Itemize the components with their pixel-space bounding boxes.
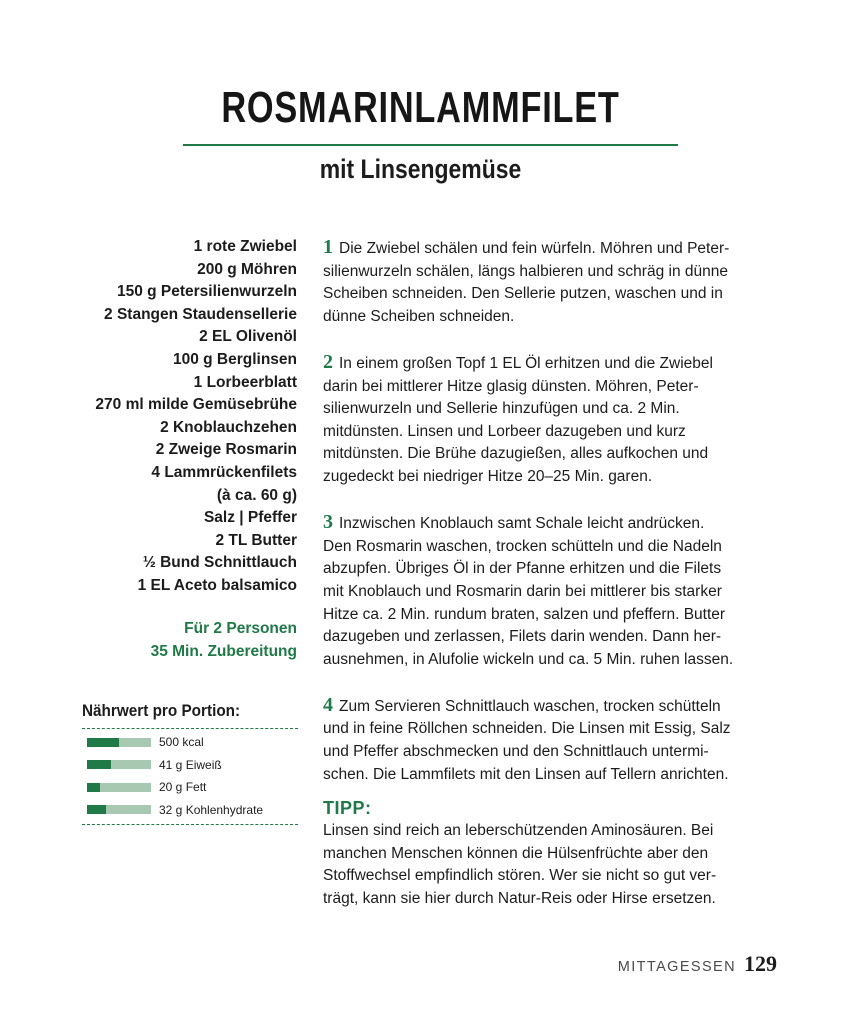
ingredient-item: 1 EL Aceto balsamico — [137, 576, 297, 594]
tip-text: Linsen sind reich an leberschützenden Aminosäuren. Bei manchen Menschen können die Hülsenfrüchte aber den Stoffwechsel empfindlich stören. Wer sie nicht so gut ver- trägt, kann sie hier durch Natur-Reis oder Hirse ersetzen. — [323, 822, 717, 907]
ingredient-item: 200 g Möhren — [197, 260, 297, 278]
instruction-step — [323, 351, 793, 489]
nutrition-bar — [87, 738, 151, 747]
servings-time: 35 Min. Zubereitung — [150, 642, 297, 660]
nutrition-bar-fill — [87, 783, 100, 792]
nutrition-row — [82, 731, 298, 754]
nutrition-box — [82, 700, 298, 825]
nutrition-bar-fill — [87, 805, 106, 814]
step-number: 2 — [323, 350, 333, 373]
nutrition-label: 500 kcal — [159, 735, 204, 750]
nutrition-bar — [87, 760, 151, 769]
ingredient-item: 100 g Berglinsen — [172, 350, 297, 368]
ingredient-item: 270 ml milde Gemüsebrühe — [95, 396, 297, 414]
ingredient-item: 1 Lorbeerblatt — [193, 373, 297, 391]
title-divider — [183, 144, 678, 146]
recipe-subtitle: mit Linsengemüse — [319, 154, 522, 184]
ingredient-item: 150 g Petersilienwurzeln — [116, 283, 297, 301]
step-text: Die Zwiebel schälen und fein würfeln. Möhren und Peter- silienwurzeln schälen, längs halbieren und schräg in dünne Scheiben schneiden. Den Sellerie putzen, waschen und in dünne Scheiben schneiden. — [323, 240, 730, 325]
servings-persons: Für 2 Personen — [184, 620, 297, 637]
nutrition-divider-top — [82, 728, 298, 729]
ingredient-item: 2 Zweige Rosmarin — [155, 441, 297, 459]
nutrition-label: 41 g Eiweiß — [159, 757, 222, 772]
nutrition-label: 20 g Fett — [159, 780, 207, 795]
nutrition-label: 32 g Kohlenhydrate — [159, 802, 264, 817]
ingredient-item: 2 Knoblauchzehen — [160, 418, 297, 436]
nutrition-row — [82, 776, 298, 799]
nutrition-bar — [87, 783, 151, 792]
instruction-step — [323, 511, 793, 671]
ingredient-item: Salz | Pfeffer — [203, 509, 297, 527]
step-number: 4 — [323, 693, 333, 716]
nutrition-bar-fill — [87, 738, 119, 747]
page-number: 129 — [744, 951, 777, 976]
nutrition-row — [82, 799, 298, 822]
ingredient-item: 2 EL Olivenöl — [199, 328, 297, 346]
ingredient-item: 2 TL Butter — [215, 531, 297, 549]
step-text: In einem großen Topf 1 EL Öl erhitzen und die Zwiebel darin bei mittlerer Hitze glasig dünsten. Möhren, Peter- silienwurzeln und Sellerie hinzufügen und ca. 2 Min. mitdünsten. Linsen und Lorbeer dazugeben und kurz mitdünsten. Die Brühe dazugießen, alles aufkochen und zugedeckt bei niedriger Hitze 20–25 Min. garen. — [323, 354, 713, 485]
step-number: 3 — [323, 511, 333, 534]
ingredient-item: ½ Bund Schnittlauch — [142, 554, 297, 572]
ingredient-item: (à ca. 60 g) — [216, 486, 297, 504]
nutrition-bar — [87, 805, 151, 814]
nutrition-row — [82, 754, 298, 777]
nutrition-bar-fill — [87, 760, 111, 769]
page-footer — [618, 951, 777, 977]
nutrition-divider-bottom — [82, 824, 298, 825]
step-number: 1 — [323, 236, 333, 258]
ingredient-list — [57, 236, 297, 598]
ingredient-item: 1 rote Zwiebel — [193, 238, 297, 255]
servings-info — [57, 618, 297, 663]
step-text: Inzwischen Knoblauch samt Schale leicht andrücken. Den Rosmarin waschen, trocken schütteln und die Nadeln abzupfen. Übriges Öl in der Pfanne erhitzen und die Filets mit Knoblauch und Rosmarin darin bei mittlerer bis starker Hitze ca. 2 Min. rundum braten, salzen und pfeffern. Butter dazugeben und zerlassen, Filets darin wenden. Dann her- ausnehmen, in Alufolie wickeln und ca. 5 Min. ruhen lassen. — [323, 515, 734, 668]
tip-box — [323, 796, 793, 910]
instructions — [323, 236, 793, 809]
tip-title: TIPP: — [323, 798, 372, 818]
instruction-step — [323, 236, 793, 328]
ingredient-item: 4 Lammrückenfilets — [151, 463, 297, 481]
instruction-step — [323, 694, 793, 786]
nutrition-list — [82, 731, 298, 821]
recipe-title: ROSMARINLAMMFILET — [221, 83, 620, 132]
section-name: MITTAGESSEN — [617, 959, 736, 975]
ingredient-item: 2 Stangen Staudensellerie — [104, 305, 297, 323]
nutrition-title: Nährwert pro Portion: — [82, 701, 241, 720]
step-text: Zum Servieren Schnittlauch waschen, trocken schütteln und in feine Röllchen schneiden. Die Linsen mit Essig, Salz und Pfeffer abschmecken und den Schnittlauch untermi- schen. Die Lammfilets mit den Linsen auf Tellern anrichten. — [323, 697, 731, 783]
